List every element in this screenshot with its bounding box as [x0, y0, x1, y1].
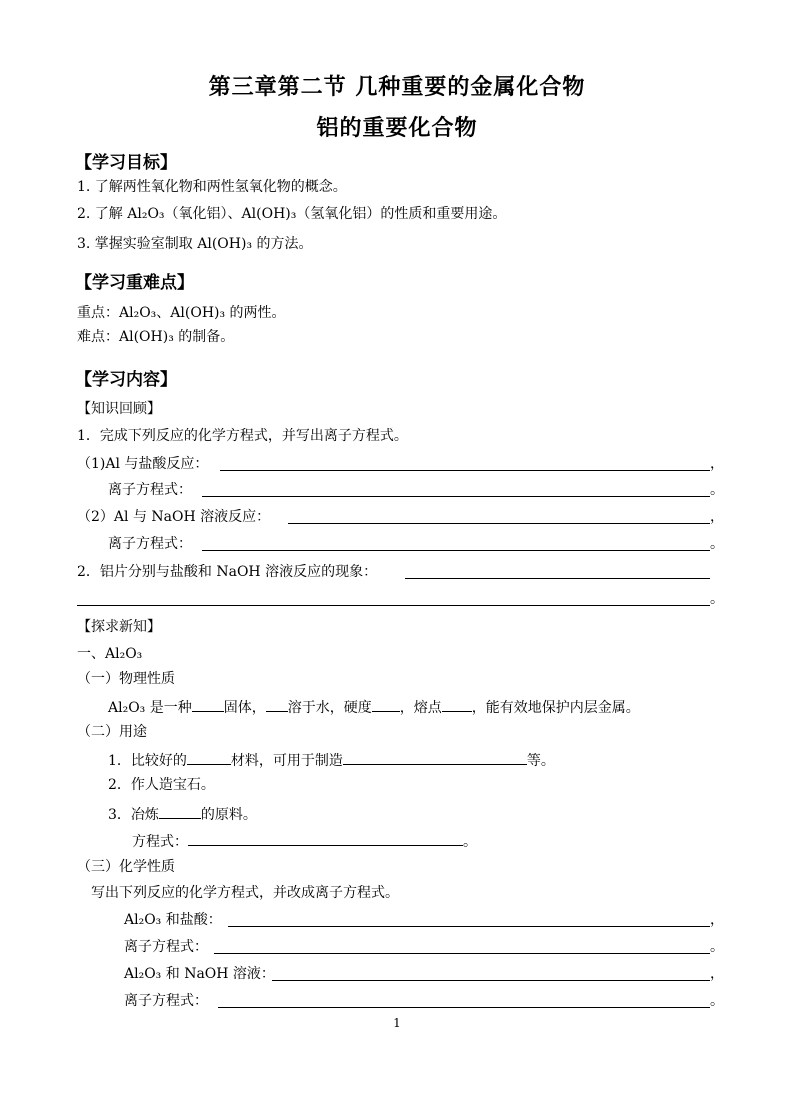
answer-blank[interactable] — [214, 952, 710, 954]
subsection-chemical: （三）化学性质 — [77, 859, 175, 875]
period: 。 — [710, 993, 724, 1009]
section-1-title: 一、Al₂O₃ — [77, 646, 143, 662]
keys-heading: 【学习重难点】 — [75, 273, 194, 293]
chem-reaction-1: Al₂O₃ 和盐酸： — [124, 912, 222, 928]
answer-blank[interactable] — [218, 1006, 710, 1008]
goals-heading: 【学习目标】 — [75, 153, 177, 173]
use-3 — [108, 804, 257, 824]
answer-blank[interactable] — [405, 577, 710, 579]
answer-blank[interactable] — [159, 804, 201, 819]
answer-blank[interactable] — [343, 750, 527, 765]
formula-label: 方程式： — [132, 834, 188, 850]
period: 。 — [710, 536, 724, 552]
use-text: 等。 — [526, 753, 555, 769]
goal-item: 2. 了解 Al₂O₃（氧化铝）、Al(OH)₃（氢氧化铝）的性质和重要用途。 — [77, 206, 507, 222]
physical-properties — [108, 697, 640, 717]
chapter-title: 第三章第二节 几种重要的金属化合物 — [208, 75, 586, 100]
answer-blank[interactable] — [192, 697, 224, 712]
phys-text: ，能有效地保护内层金属。 — [471, 700, 640, 716]
comma: ， — [710, 966, 724, 982]
comma: ， — [710, 912, 724, 928]
ionic-label: 离子方程式： — [124, 993, 208, 1009]
period: 。 — [710, 591, 724, 607]
answer-blank[interactable] — [266, 697, 288, 712]
use-1 — [108, 750, 555, 770]
answer-blank[interactable] — [288, 522, 710, 524]
review-label: 【知识回顾】 — [77, 401, 161, 417]
comma: ， — [710, 509, 724, 525]
explore-label: 【探求新知】 — [77, 619, 161, 635]
answer-blank[interactable] — [272, 979, 710, 981]
phys-text: ，熔点 — [399, 700, 442, 716]
subsection-uses: （二）用途 — [77, 724, 147, 740]
period: 。 — [710, 939, 724, 955]
question-1-2: （2）Al 与 NaOH 溶液反应： — [77, 509, 271, 525]
phys-text: Al₂O₃ 是一种 — [108, 700, 192, 716]
answer-blank[interactable] — [372, 697, 400, 712]
goal-item: 1. 了解两性氧化物和两性氢氧化物的概念。 — [77, 179, 347, 195]
phys-text: 固体， — [223, 700, 266, 716]
key-point: 重点：Al₂O₃、Al(OH)₃ 的两性。 — [77, 305, 286, 321]
answer-blank[interactable] — [228, 925, 710, 927]
answer-blank[interactable] — [442, 697, 472, 712]
lesson-title: 铝的重要化合物 — [316, 116, 478, 141]
content-heading: 【学习内容】 — [75, 370, 177, 390]
answer-blank[interactable] — [220, 469, 710, 471]
question-1: 1．完成下列反应的化学方程式，并写出离子方程式。 — [77, 428, 408, 444]
chem-reaction-2: Al₂O₃ 和 NaOH 溶液： — [124, 966, 275, 982]
use-2: 2．作人造宝石。 — [108, 777, 215, 793]
question-2: 2．铝片分别与盐酸和 NaOH 溶液反应的现象： — [77, 564, 378, 580]
use-text: 的原料。 — [200, 807, 257, 823]
answer-blank[interactable] — [187, 750, 231, 765]
difficult-point: 难点：Al(OH)₃ 的制备。 — [77, 329, 235, 345]
formula-line — [132, 831, 477, 851]
question-1-1: （1)Al 与盐酸反应： — [77, 456, 209, 472]
page-number: 1 — [393, 1016, 401, 1030]
answer-blank[interactable] — [77, 604, 710, 606]
answer-blank[interactable] — [202, 495, 710, 497]
period: 。 — [710, 482, 724, 498]
phys-text: 溶于水，硬度 — [287, 700, 372, 716]
ionic-label: 离子方程式： — [108, 536, 192, 552]
period: 。 — [463, 834, 477, 850]
comma: ， — [710, 456, 724, 472]
answer-blank[interactable] — [188, 831, 463, 846]
use-text: 1．比较好的 — [108, 753, 187, 769]
chemical-intro: 写出下列反应的化学方程式，并改成离子方程式。 — [91, 885, 399, 901]
use-text: 3．冶炼 — [108, 807, 159, 823]
answer-blank[interactable] — [202, 549, 710, 551]
ionic-label: 离子方程式： — [108, 482, 192, 498]
subsection-physical: （一）物理性质 — [77, 671, 175, 687]
ionic-label: 离子方程式： — [124, 939, 208, 955]
use-text: 材料，可用于制造 — [230, 753, 343, 769]
goal-item: 3. 掌握实验室制取 Al(OH)₃ 的方法。 — [77, 236, 313, 252]
